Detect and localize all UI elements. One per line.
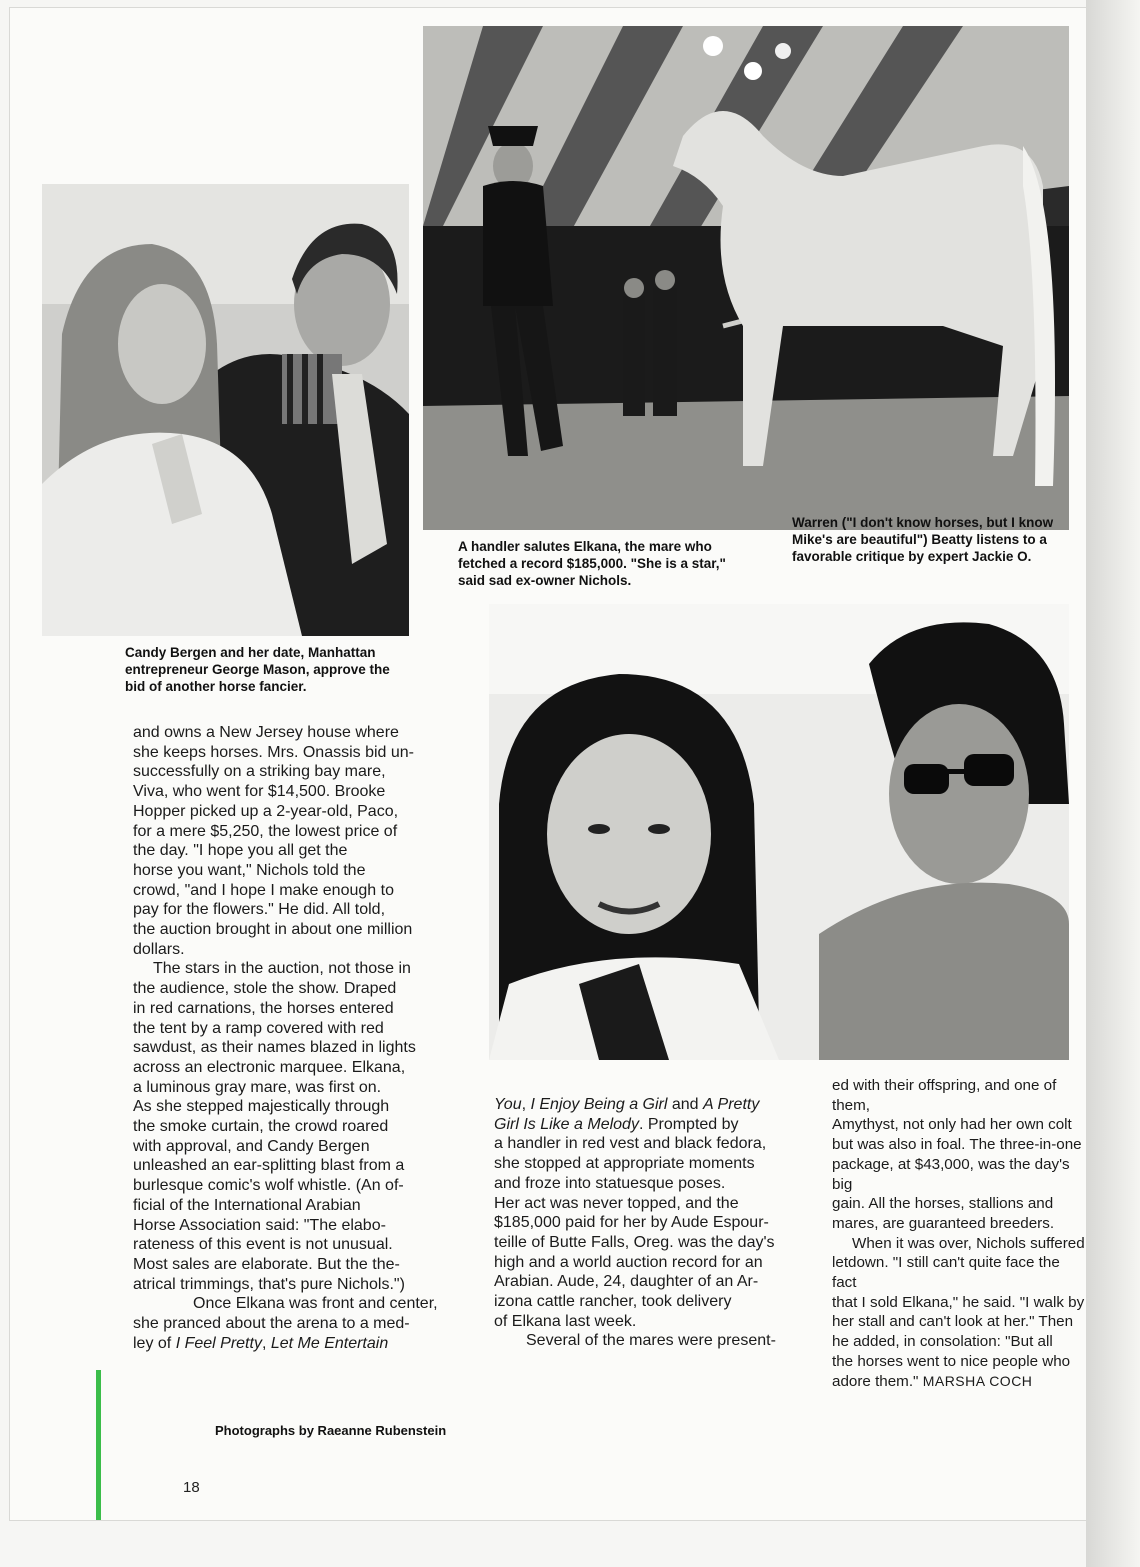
article-paragraph [832, 1234, 1088, 1392]
article-text: . Prompted by a handler in red vest and black fedora, she stopped at appropriate moments and froze into statuesque poses. Her act was never topped, and the $185,000 paid for her by Aude Espour- teille of Butte Falls, Oreg. was the day's high and a world auction record for an Arabian. Aude, 24, daughter of an Ar- izona cattle rancher, took delivery of Elkana last week. [494, 1115, 775, 1330]
article-paragraph: and owns a New Jersey house where she keeps horses. Mrs. Onassis bid un- successfully on a striking bay mare, Viva, who went for $14,500. Brooke Hopper picked up a 2-year-old, Paco, for a mere $5,250, the lowest price of the day. "I hope you all get the horse you want," Nichols told the crowd, "and I hope I make enough to pay for the flowers." He did. All told, the auction brought in about one million dollars. [133, 724, 415, 958]
caption-elkana: A handler salutes Elkana, the mare who fetched a record $185,000. "She is a star," said sad ex-owner Nichols. [458, 539, 726, 588]
photo-beatty-jackie [489, 604, 1069, 1060]
article-column-2 [494, 1095, 824, 1351]
article-column-1 [133, 723, 479, 1354]
article-text: The stars in the auction, not those in the audience, stole the show. Draped in red carnations, the horses entered the tent by a ramp covered with red sawdust, as their names blazed in lights across an electronic marquee. Elkana, a luminous gray mare, was first on. As she stepped majestically through the smoke curtain, the crowd roared with approval, and Candy Bergen unleashed an ear-splitting blast from a burlesque comic's wolf whistle. (An of- ficial of the International Arabian Horse Association said: "The elabo- rateness of this event is not unusual. Most sales are elaborate. But the the- atrical trimmings, that's pure Nichols.") [133, 960, 416, 1293]
page-edge-strip [96, 1370, 101, 1520]
byline: MARSHA COCH [922, 1372, 1033, 1389]
article-text: Once Elkana was front and center, she pranced about the arena to a med- ley of [133, 1295, 438, 1352]
photo-bergen-mason [42, 184, 409, 636]
song-title: Let Me Entertain [270, 1334, 389, 1352]
photo-beatty-jackie-image [489, 604, 1069, 1060]
binding-shadow [1086, 0, 1140, 1567]
song-title: You [494, 1096, 522, 1113]
article-text: , [521, 1096, 531, 1113]
page-number: 18 [183, 1479, 200, 1496]
article-text: When it was over, Nichols suffered letdown. "I still can't quite face the fact that I sold Elkana," he said. "I walk by her stall and can't look at her." Then he added, in consolation: "But all the horses went to nice people who adore them." [832, 1234, 1085, 1390]
article-paragraph: Several of the mares were present- [526, 1332, 776, 1350]
article-paragraph [133, 1294, 479, 1353]
caption-beatty-jackie: Warren ("I don't know horses, but I know Mike's are beautiful") Beatty listens to a favorable critique by expert Jackie O. [792, 515, 1054, 564]
article-text: and [667, 1096, 704, 1113]
photo-elkana-image [423, 26, 1069, 530]
song-title: I Feel Pretty [175, 1334, 262, 1352]
article-text: , [261, 1334, 271, 1352]
photo-credit: Photographs by Raeanne Rubenstein [215, 1423, 447, 1438]
caption-bergen-mason: Candy Bergen and her date, Manhattan entrepreneur George Mason, approve the bid of another horse fancier. [125, 645, 390, 694]
song-title: I Enjoy Being a Girl [530, 1096, 668, 1113]
article-paragraph: ed with their offspring, and one of them, Amythyst, not only had her own colt but was also in foal. The three-in-one package, at $43,000, was the day's big gain. All the horses, stallions and mares, are guaranteed breeders. [832, 1077, 1082, 1232]
song-title: A Pretty Girl Is Like a Melody [494, 1096, 760, 1133]
article-paragraph [133, 959, 479, 1294]
photo-elkana [423, 26, 1069, 530]
article-paragraph [494, 1095, 824, 1331]
photo-bergen-mason-image [42, 184, 409, 636]
article-column-3 [832, 1076, 1088, 1391]
